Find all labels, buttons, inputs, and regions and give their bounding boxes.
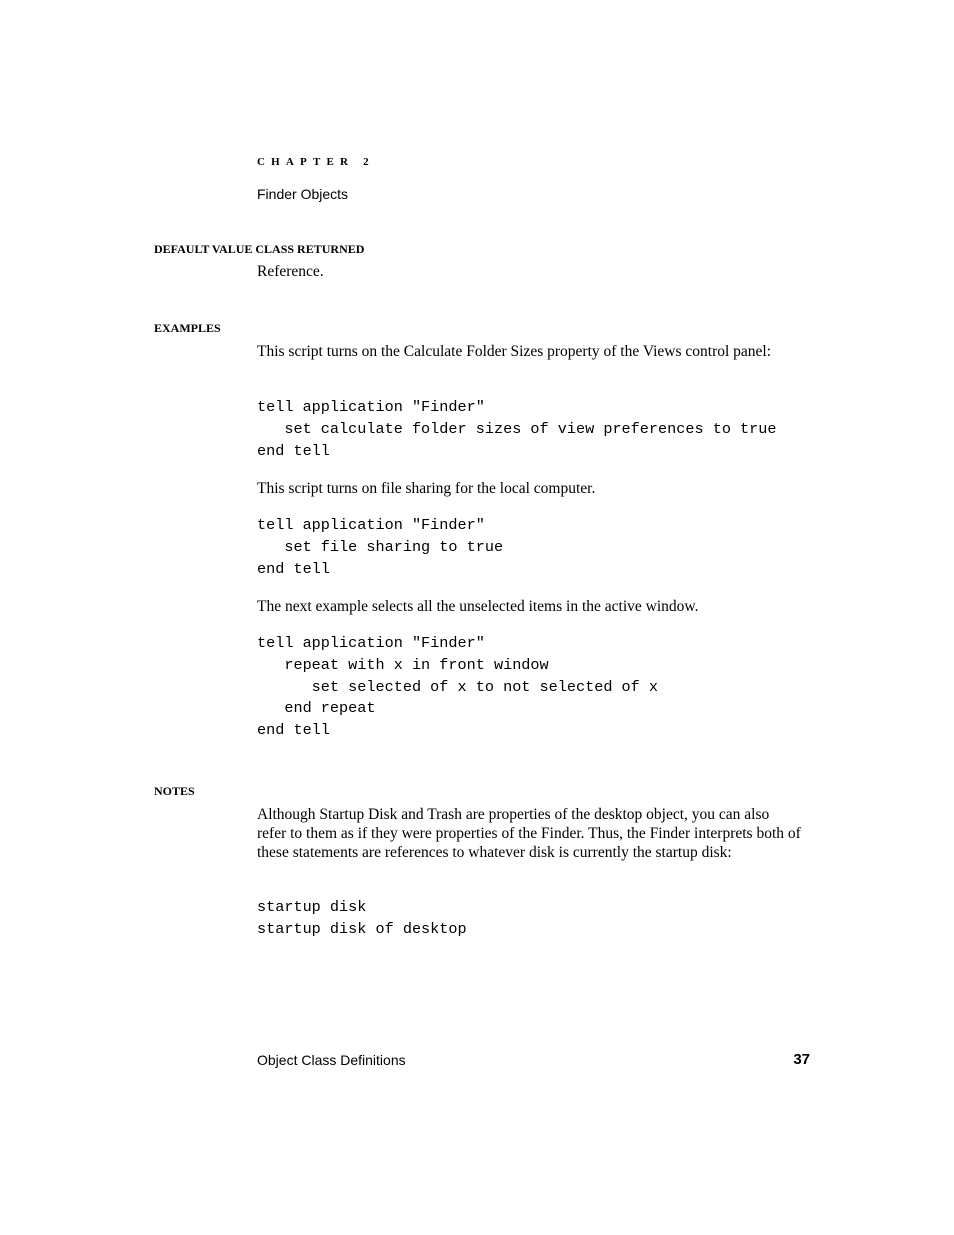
footer-section-title: Object Class Definitions xyxy=(257,1052,406,1068)
examples-intro-3: The next example selects all the unselected items in the active window. xyxy=(257,598,699,615)
notes-heading: NOTES xyxy=(154,784,195,798)
chapter-label: CHAPTER 2 xyxy=(257,156,375,168)
notes-text: Although Startup Disk and Trash are properties of the desktop object, you can also refer to them as if they were properties of the Finder. Thus, the Finder interprets both of these statements are references to whatever disk is currently the startup disk: xyxy=(257,806,801,861)
page-number: 37 xyxy=(793,1051,810,1068)
examples-intro-1: This script turns on the Calculate Folder Sizes property of the Views control panel: xyxy=(257,343,772,360)
default-value-text: Reference. xyxy=(257,263,324,280)
code-block-1: tell application "Finder" set calculate folder sizes of view preferences to true end tell xyxy=(257,398,777,460)
code-block-3: tell application "Finder" repeat with x in front window set selected of x to not selected of x end repeat end tell xyxy=(257,634,659,740)
default-value-heading: DEFAULT VALUE CLASS RETURNED xyxy=(154,242,365,256)
examples-heading: EXAMPLES xyxy=(154,321,221,335)
code-block-2: tell application "Finder" set file sharing to true end tell xyxy=(257,516,504,578)
chapter-title: Finder Objects xyxy=(257,186,349,202)
examples-intro-2: This script turns on file sharing for the local computer. xyxy=(257,480,596,497)
code-block-notes: startup disk startup disk of desktop xyxy=(257,898,467,938)
